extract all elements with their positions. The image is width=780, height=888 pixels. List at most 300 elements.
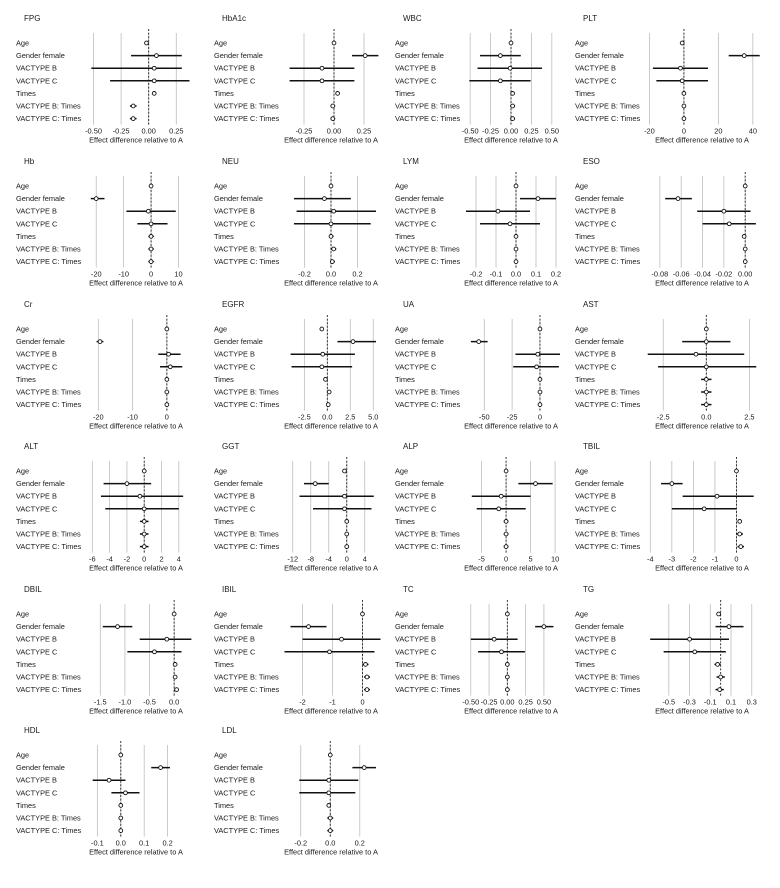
tick-label: -6 <box>89 554 96 564</box>
row-label: VACTYPE C: Times <box>395 542 461 552</box>
tick-label: 0 <box>149 269 154 279</box>
estimate-point <box>329 184 333 188</box>
row-label: Gender female <box>214 194 263 204</box>
estimate-point <box>743 247 747 251</box>
row-label: VACTYPE B <box>214 775 255 785</box>
estimate-point <box>514 184 518 188</box>
tick-label: -2 <box>299 697 306 707</box>
row-label: Times <box>575 231 595 241</box>
row-label: Times <box>575 659 595 669</box>
panel-egfr <box>214 300 378 431</box>
panel-title: GGT <box>222 442 240 451</box>
x-axis-label: Effect difference relative to A <box>655 563 749 573</box>
x-axis-label: Effect difference relative to A <box>89 847 183 857</box>
tick-label: -0.3 <box>683 697 696 707</box>
estimate-point <box>477 340 481 344</box>
estimate-point <box>722 209 726 213</box>
tick-label: 4 <box>176 554 181 564</box>
row-label: VACTYPE C <box>16 647 58 657</box>
estimate-point <box>145 41 149 45</box>
panel-hb <box>16 157 183 288</box>
estimate-point <box>514 235 518 239</box>
estimate-point <box>153 650 157 654</box>
row-label: Times <box>395 659 415 669</box>
row-label: VACTYPE B <box>16 634 57 644</box>
estimate-point <box>328 816 332 820</box>
row-label: VACTYPE C: Times <box>214 685 280 695</box>
estimate-point <box>505 675 509 679</box>
estimate-point <box>704 327 708 331</box>
estimate-point <box>149 222 153 226</box>
row-label: Age <box>395 324 409 334</box>
row-label: Age <box>575 609 589 619</box>
row-label: VACTYPE B: Times <box>214 529 279 539</box>
estimate-point <box>504 469 508 473</box>
panel-title: FPG <box>24 14 41 23</box>
tick-label: -2 <box>123 554 131 564</box>
row-label: Gender female <box>395 337 444 347</box>
estimate-point <box>116 625 120 629</box>
tick-label: 0.0 <box>169 697 180 707</box>
row-label: VACTYPE B: Times <box>575 101 640 111</box>
estimate-point <box>718 688 722 692</box>
row-label: Times <box>214 231 234 241</box>
row-label: VACTYPE B: Times <box>575 672 640 682</box>
panel-dbil <box>16 585 191 716</box>
estimate-point <box>307 625 311 629</box>
tick-label: -0.1 <box>90 838 104 848</box>
estimate-point <box>328 829 332 833</box>
estimate-point <box>514 247 518 251</box>
row-label: VACTYPE B: Times <box>395 387 460 397</box>
estimate-point <box>365 675 369 679</box>
estimate-point <box>149 235 153 239</box>
row-label: Age <box>395 38 409 48</box>
panel-title: AST <box>583 300 599 309</box>
row-label: VACTYPE C <box>214 362 256 372</box>
estimate-point <box>343 469 347 473</box>
panel-title: ALP <box>403 442 419 451</box>
row-label: VACTYPE C: Times <box>214 826 280 836</box>
tick-label: 10 <box>174 269 183 279</box>
estimate-point <box>165 403 169 407</box>
row-label: VACTYPE C <box>214 788 256 798</box>
row-label: VACTYPE C: Times <box>575 542 641 552</box>
estimate-point <box>682 104 686 108</box>
estimate-point <box>538 403 542 407</box>
tick-label: 2.5 <box>744 412 755 422</box>
x-axis-label: Effect difference relative to A <box>284 421 378 431</box>
row-label: VACTYPE B <box>214 63 255 73</box>
row-label: Gender female <box>575 194 624 204</box>
tick-label: -0.25 <box>112 126 130 136</box>
estimate-point <box>327 778 331 782</box>
estimate-point <box>497 507 501 511</box>
tick-label: -0.08 <box>651 269 669 279</box>
row-label: Gender female <box>16 194 65 204</box>
row-label: VACTYPE B: Times <box>395 101 460 111</box>
estimate-point <box>535 365 539 369</box>
row-label: VACTYPE C: Times <box>214 400 280 410</box>
row-label: Times <box>214 800 234 810</box>
panel-title: WBC <box>403 14 422 23</box>
row-label: Age <box>214 466 228 476</box>
row-label: Times <box>16 231 36 241</box>
panel-plt <box>575 14 760 145</box>
row-label: Times <box>395 374 415 384</box>
estimate-point <box>738 520 742 524</box>
row-label: Gender female <box>395 194 444 204</box>
estimate-point <box>146 209 150 213</box>
estimate-point <box>704 378 708 382</box>
estimate-point <box>365 688 369 692</box>
estimate-point <box>330 260 334 264</box>
row-label: VACTYPE B <box>575 206 616 216</box>
row-label: VACTYPE B <box>395 634 436 644</box>
x-axis-label: Effect difference relative to A <box>284 563 378 573</box>
tick-label: 2 <box>159 554 164 564</box>
row-label: VACTYPE B <box>16 206 57 216</box>
tick-label: -10 <box>127 412 138 422</box>
row-label: Times <box>575 88 595 98</box>
tick-label: -5 <box>478 554 485 564</box>
x-axis-label: Effect difference relative to A <box>284 135 378 145</box>
row-label: VACTYPE C: Times <box>395 114 461 124</box>
panel-title: ALT <box>24 442 39 451</box>
x-axis-label: Effect difference relative to A <box>89 706 183 716</box>
estimate-point <box>704 340 708 344</box>
estimate-point <box>509 41 513 45</box>
tick-label: 0.00 <box>738 269 753 279</box>
row-label: VACTYPE C <box>16 76 58 86</box>
estimate-point <box>138 494 142 498</box>
row-label: VACTYPE C: Times <box>214 114 280 124</box>
estimate-point <box>538 390 542 394</box>
tick-label: -0.1 <box>489 269 503 279</box>
estimate-point <box>331 104 335 108</box>
row-label: VACTYPE C <box>575 219 617 229</box>
row-label: VACTYPE C <box>575 362 617 372</box>
row-label: VACTYPE B: Times <box>214 244 279 254</box>
estimate-point <box>326 403 330 407</box>
tick-label: 0.25 <box>356 126 372 136</box>
x-axis-label: Effect difference relative to A <box>655 421 749 431</box>
panel-ua <box>395 300 560 431</box>
row-label: Gender female <box>16 622 65 632</box>
estimate-point <box>320 79 324 83</box>
tick-label: -0.2 <box>469 269 483 279</box>
estimate-point <box>98 340 102 344</box>
tick-label: 0.25 <box>518 697 533 707</box>
row-label: Times <box>214 516 234 526</box>
estimate-point <box>504 520 508 524</box>
row-label: Age <box>214 38 228 48</box>
row-label: VACTYPE C <box>395 76 437 86</box>
row-label: VACTYPE B: Times <box>16 529 81 539</box>
estimate-point <box>499 494 503 498</box>
estimate-point <box>704 365 708 369</box>
panel-title: LDL <box>222 726 237 735</box>
row-label: VACTYPE B <box>395 63 436 73</box>
tick-label: 0.2 <box>354 838 365 848</box>
x-axis-label: Effect difference relative to A <box>89 278 183 288</box>
panel-title: HbA1c <box>222 14 247 23</box>
panel-hdl <box>16 726 183 857</box>
estimate-point <box>173 663 177 667</box>
estimate-point <box>727 625 731 629</box>
panel-neu <box>214 157 378 288</box>
estimate-point <box>165 327 169 331</box>
estimate-point <box>492 637 496 641</box>
row-label: VACTYPE B: Times <box>16 387 81 397</box>
row-label: Gender female <box>214 479 263 489</box>
tick-label: -0.04 <box>694 269 711 279</box>
tick-label: -0.06 <box>672 269 690 279</box>
estimate-point <box>704 403 708 407</box>
row-label: Gender female <box>395 51 444 61</box>
estimate-point <box>536 197 540 201</box>
estimate-point <box>693 650 697 654</box>
row-label: Age <box>214 324 228 334</box>
row-label: VACTYPE C: Times <box>395 257 461 267</box>
estimate-point <box>742 235 746 239</box>
estimate-point <box>362 766 366 770</box>
row-label: VACTYPE B: Times <box>395 672 460 682</box>
row-label: VACTYPE B <box>214 349 255 359</box>
row-label: Times <box>214 374 234 384</box>
estimate-point <box>694 352 698 356</box>
x-axis-label: Effect difference relative to A <box>464 563 558 573</box>
x-axis-label: Effect difference relative to A <box>464 278 558 288</box>
tick-label: 10 <box>550 554 560 564</box>
row-label: Age <box>575 324 589 334</box>
tick-label: 5.0 <box>368 412 379 422</box>
tick-label: 0.50 <box>536 697 552 707</box>
tick-label: -10 <box>118 269 130 279</box>
estimate-point <box>676 197 680 201</box>
row-label: VACTYPE B: Times <box>575 244 640 254</box>
estimate-point <box>511 104 515 108</box>
panel-lym <box>395 157 561 288</box>
panel-alp <box>395 442 559 573</box>
tick-label: 0.25 <box>524 126 539 136</box>
row-label: Gender female <box>16 479 65 489</box>
row-label: VACTYPE C: Times <box>16 685 82 695</box>
estimate-point <box>343 494 347 498</box>
estimate-point <box>511 92 515 96</box>
tick-label: -0.02 <box>715 269 733 279</box>
row-label: VACTYPE C <box>16 362 58 372</box>
tick-label: 0.0 <box>115 838 126 848</box>
tick-label: 20 <box>714 126 723 136</box>
panel-title: UA <box>403 300 415 309</box>
estimate-point <box>500 650 504 654</box>
row-label: VACTYPE B <box>395 349 436 359</box>
panel-alt <box>16 442 183 573</box>
estimate-point <box>498 79 502 83</box>
row-label: VACTYPE B <box>16 349 57 359</box>
tick-label: -12 <box>287 554 299 564</box>
tick-label: -0.25 <box>295 126 313 136</box>
estimate-point <box>125 482 129 486</box>
panel-hba1c <box>214 14 378 145</box>
estimate-point <box>107 778 111 782</box>
tick-label: 40 <box>748 126 757 136</box>
estimate-point <box>320 66 324 70</box>
row-label: VACTYPE B <box>575 349 616 359</box>
estimate-point <box>505 663 509 667</box>
estimate-point <box>739 545 743 549</box>
estimate-point <box>504 532 508 536</box>
row-label: VACTYPE B <box>16 491 57 501</box>
row-label: Gender female <box>575 479 624 489</box>
tick-label: 0.50 <box>544 126 560 136</box>
row-label: VACTYPE B: Times <box>395 244 460 254</box>
row-label: VACTYPE C <box>16 504 58 514</box>
row-label: VACTYPE B: Times <box>575 529 640 539</box>
row-label: VACTYPE C <box>16 788 58 798</box>
row-label: VACTYPE B: Times <box>395 529 460 539</box>
estimate-point <box>152 92 156 96</box>
row-label: Age <box>214 609 228 619</box>
panel-tbil <box>575 442 754 573</box>
row-label: VACTYPE C <box>575 76 617 86</box>
tick-label: 0.0 <box>701 412 712 422</box>
estimate-point <box>345 545 349 549</box>
tick-label: 0.25 <box>169 126 184 136</box>
estimate-point <box>142 520 146 524</box>
tick-label: 0.2 <box>352 269 363 279</box>
row-label: VACTYPE C <box>214 504 256 514</box>
row-label: VACTYPE C <box>16 219 58 229</box>
row-label: VACTYPE C <box>395 219 437 229</box>
estimate-point <box>735 469 739 473</box>
estimate-point <box>152 79 156 83</box>
tick-label: 0.2 <box>550 269 562 279</box>
row-label: Age <box>16 750 30 760</box>
row-label: Times <box>16 374 36 384</box>
row-label: Age <box>16 38 30 48</box>
estimate-point <box>327 390 331 394</box>
row-label: Times <box>214 88 234 98</box>
estimate-point <box>142 545 146 549</box>
estimate-point <box>321 352 325 356</box>
row-label: Gender female <box>395 479 444 489</box>
panel-ibil <box>214 585 381 716</box>
estimate-point <box>504 545 508 549</box>
panel-title: EGFR <box>222 300 245 309</box>
tick-label: -0.5 <box>662 697 676 707</box>
estimate-point <box>679 66 683 70</box>
estimate-point <box>165 390 169 394</box>
x-axis-label: Effect difference relative to A <box>464 135 558 145</box>
row-label: Gender female <box>575 51 624 61</box>
estimate-point <box>670 482 674 486</box>
estimate-point <box>508 66 512 70</box>
tick-label: 0 <box>504 554 509 564</box>
estimate-point <box>313 482 317 486</box>
tick-label: 0.3 <box>746 697 757 707</box>
estimate-point <box>155 54 159 58</box>
row-label: VACTYPE C: Times <box>575 114 641 124</box>
estimate-point <box>538 378 542 382</box>
row-label: Times <box>16 659 36 669</box>
estimate-point <box>496 209 500 213</box>
row-label: Times <box>214 659 234 669</box>
estimate-point <box>175 688 179 692</box>
x-axis-label: Effect difference relative to A <box>464 706 558 716</box>
estimate-point <box>94 197 98 201</box>
tick-label: 0.1 <box>139 838 150 848</box>
row-label: VACTYPE B <box>575 634 616 644</box>
row-label: Gender female <box>214 763 263 773</box>
row-label: VACTYPE C: Times <box>575 685 641 695</box>
tick-label: 0 <box>537 412 543 422</box>
tick-label: 0.00 <box>500 697 515 707</box>
row-label: VACTYPE C <box>214 219 256 229</box>
tick-label: 0 <box>344 554 349 564</box>
tick-label: -2.5 <box>297 412 311 422</box>
estimate-point <box>345 532 349 536</box>
row-label: VACTYPE B <box>575 63 616 73</box>
panel-title: LYM <box>403 157 419 166</box>
row-label: VACTYPE B: Times <box>214 813 279 823</box>
panel-tg <box>575 585 757 716</box>
row-label: VACTYPE B <box>575 491 616 501</box>
estimate-point <box>331 117 335 121</box>
tick-label: -0.50 <box>462 697 480 707</box>
panel-tc <box>395 585 558 716</box>
estimate-point <box>361 612 365 616</box>
row-label: VACTYPE B <box>16 775 57 785</box>
estimate-point <box>131 117 135 121</box>
estimate-point <box>152 66 156 70</box>
estimate-point <box>682 92 686 96</box>
panel-wbc <box>395 14 559 145</box>
panel-ast <box>575 300 756 431</box>
tick-label: -0.50 <box>85 126 102 136</box>
row-label: VACTYPE C <box>214 76 256 86</box>
tick-label: -20 <box>92 412 104 422</box>
estimate-point <box>165 378 169 382</box>
tick-label: -0.25 <box>482 126 500 136</box>
x-axis-label: Effect difference relative to A <box>89 135 183 145</box>
tick-label: -50 <box>478 412 490 422</box>
row-label: VACTYPE C: Times <box>16 542 82 552</box>
row-label: VACTYPE B: Times <box>214 387 279 397</box>
row-label: VACTYPE B: Times <box>214 672 279 682</box>
tick-label: 0.00 <box>326 126 342 136</box>
estimate-point <box>688 637 692 641</box>
estimate-point <box>320 327 324 331</box>
row-label: Age <box>214 181 228 191</box>
row-label: VACTYPE C: Times <box>16 114 82 124</box>
estimate-point <box>743 184 747 188</box>
row-label: Age <box>16 609 30 619</box>
tick-label: 0.1 <box>530 269 542 279</box>
estimate-point <box>715 494 719 498</box>
estimate-point <box>329 235 333 239</box>
x-axis-label: Effect difference relative to A <box>284 706 378 716</box>
tick-label: 0 <box>681 126 686 136</box>
x-axis-label: Effect difference relative to A <box>655 706 749 716</box>
estimate-point <box>142 532 146 536</box>
panel-title: Cr <box>24 300 33 309</box>
row-label: Times <box>395 516 415 526</box>
row-label: VACTYPE C <box>575 647 617 657</box>
tick-label: -0.25 <box>480 697 498 707</box>
tick-label: 2.5 <box>345 412 356 422</box>
